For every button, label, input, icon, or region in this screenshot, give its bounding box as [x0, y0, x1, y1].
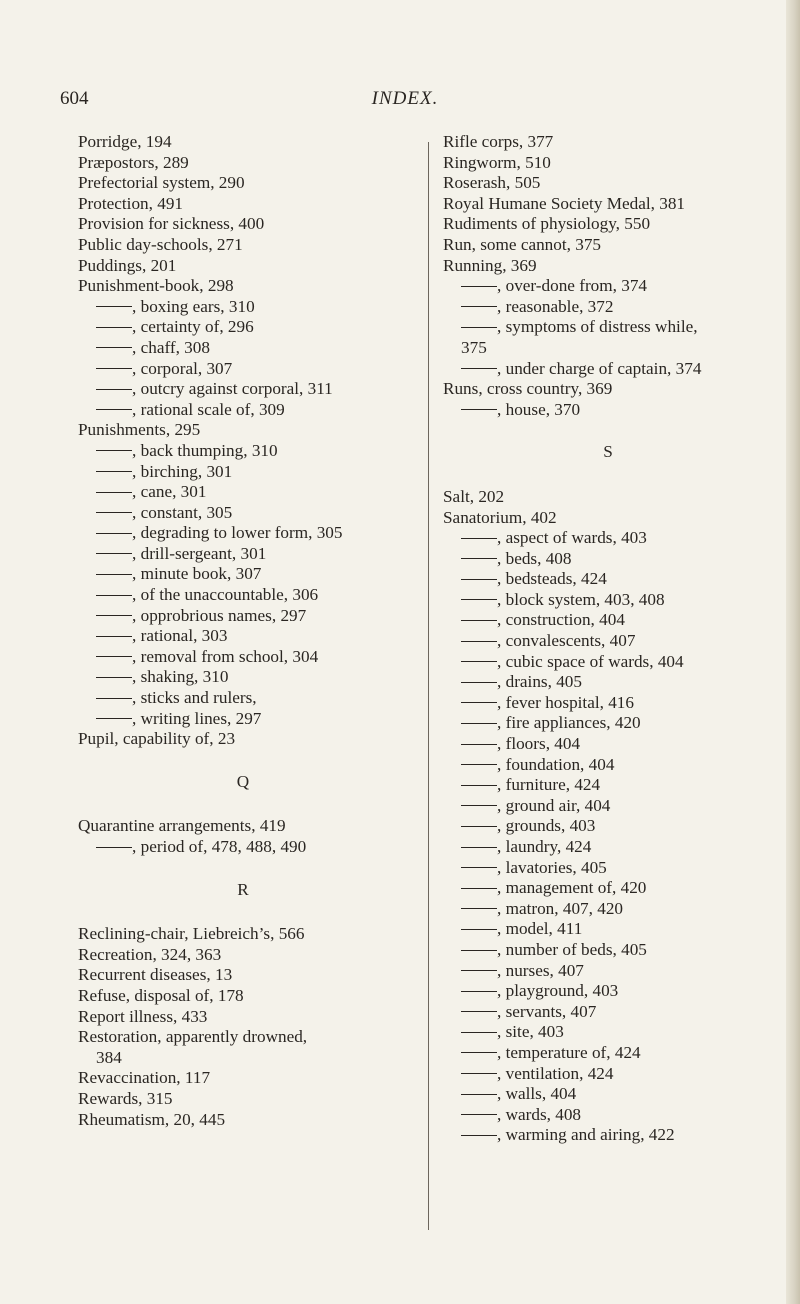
index-subentry-text: , bedsteads, 424	[497, 569, 607, 589]
page-edge-shadow	[786, 0, 800, 1304]
ditto-dash	[96, 615, 132, 616]
index-subentry	[443, 1002, 773, 1023]
ditto-dash	[461, 1094, 497, 1095]
index-entry: Reclining-chair, Liebreich’s, 566	[78, 924, 305, 944]
index-subentry-text: , grounds, 403	[497, 816, 596, 836]
ditto-dash	[96, 347, 132, 348]
running-title: INDEX.	[371, 88, 439, 109]
index-subentry-text: , reasonable, 372	[497, 296, 614, 316]
index-subentry	[443, 919, 773, 940]
index-subentry-text: , floors, 404	[497, 734, 581, 754]
index-entry: Public day-schools, 271	[78, 234, 243, 254]
index-entry: Rewards, 315	[78, 1088, 173, 1108]
index-subentry	[78, 338, 408, 359]
index-subentry-text: , ground air, 404	[497, 795, 611, 815]
index-subentry	[443, 1043, 773, 1064]
index-subentry	[443, 549, 773, 570]
ditto-dash	[461, 368, 497, 369]
ditto-dash	[96, 409, 132, 410]
ditto-dash	[461, 888, 497, 889]
index-subentry	[443, 652, 773, 673]
index-entry: Recreation, 324, 363	[78, 944, 222, 964]
index-subentry-text: , management of, 420	[497, 878, 647, 898]
index-subentry-text: , construction, 404	[497, 610, 625, 630]
index-subentry	[443, 1064, 773, 1085]
index-subentry-text: , minute book, 307	[132, 564, 262, 584]
ditto-dash	[96, 471, 132, 472]
index-subentry	[443, 755, 773, 776]
index-subentry	[443, 528, 773, 549]
index-subentry-text: , birching, 301	[132, 461, 233, 481]
index-subentry	[443, 693, 773, 714]
index-subentry-text: , convalescents, 407	[497, 631, 636, 651]
index-entry: Run, some cannot, 375	[443, 234, 602, 254]
index-subentry	[78, 564, 408, 585]
ditto-dash	[461, 620, 497, 621]
index-entry: Roserash, 505	[443, 173, 541, 193]
ditto-dash	[461, 661, 497, 662]
ditto-dash	[461, 1032, 497, 1033]
ditto-dash	[461, 970, 497, 971]
index-entry: Provision for sickness, 400	[78, 214, 265, 234]
ditto-dash	[461, 805, 497, 806]
index-entry: Porridge, 194	[78, 132, 172, 151]
index-subentry-text: , symptoms of distress while,	[497, 317, 698, 337]
index-subentry	[78, 503, 408, 524]
index-subentry	[443, 775, 773, 796]
ditto-dash	[461, 306, 497, 307]
index-entry: Præpostors, 289	[78, 152, 189, 172]
index-subentry	[78, 606, 408, 627]
page-header	[60, 88, 750, 118]
index-subentry-text: , matron, 407, 420	[497, 898, 624, 918]
index-entry: Rheumatism, 20, 445	[78, 1109, 226, 1129]
ditto-dash	[461, 723, 497, 724]
ditto-dash	[96, 636, 132, 637]
index-subentry	[78, 400, 408, 421]
page-number: 604	[60, 88, 89, 109]
index-entry: Protection, 491	[78, 193, 184, 213]
index-subentry	[78, 359, 408, 380]
index-subentry	[443, 899, 773, 920]
ditto-dash	[96, 553, 132, 554]
index-entry: Salt, 202	[443, 486, 505, 506]
ditto-dash	[461, 908, 497, 909]
index-subentry	[78, 379, 408, 400]
index-subentry-text: , warming and airing, 422	[497, 1125, 675, 1145]
ditto-dash	[461, 641, 497, 642]
index-subentry-text: , beds, 408	[497, 548, 572, 568]
index-subentry	[78, 688, 408, 709]
ditto-dash	[96, 389, 132, 390]
index-subentry-text: , of the unaccountable, 306	[132, 585, 319, 605]
index-subentry	[443, 796, 773, 817]
ditto-dash	[461, 1114, 497, 1115]
index-entry: Revaccination, 117	[78, 1068, 211, 1088]
index-subentry	[443, 317, 773, 338]
index-entry: Restoration, apparently drowned,	[78, 1027, 308, 1047]
index-subentry-text: , chaff, 308	[132, 337, 210, 357]
index-entry: Punishments, 295	[78, 420, 201, 440]
index-column-right	[443, 132, 773, 1146]
ditto-dash	[461, 558, 497, 559]
index-entry: Ringworm, 510	[443, 152, 551, 172]
index-entry: Refuse, disposal of, 178	[78, 985, 244, 1005]
ditto-dash	[461, 409, 497, 410]
index-subentry	[443, 878, 773, 899]
index-subentry-text: , shaking, 310	[132, 667, 229, 687]
index-subentry-text: , foundation, 404	[497, 754, 615, 774]
index-subentry-text: , ventilation, 424	[497, 1063, 614, 1083]
ditto-dash	[461, 991, 497, 992]
index-subentry	[78, 482, 408, 503]
index-subentry-text: , removal from school, 304	[132, 646, 319, 666]
index-subentry-text: , wards, 408	[497, 1104, 582, 1124]
index-subentry-text: , fever hospital, 416	[497, 692, 634, 712]
ditto-dash	[96, 574, 132, 575]
ditto-dash	[461, 847, 497, 848]
index-subentry-text: , furniture, 424	[497, 775, 601, 795]
index-entry: Recurrent diseases, 13	[78, 965, 233, 985]
index-subentry	[78, 317, 408, 338]
index-entry: Rifle corps, 377	[443, 132, 554, 151]
ditto-dash	[96, 656, 132, 657]
index-subentry	[443, 1125, 773, 1146]
index-subentry-text: , cane, 301	[132, 482, 207, 502]
ditto-dash	[461, 579, 497, 580]
index-subentry	[443, 359, 773, 380]
column-divider	[428, 142, 429, 1230]
index-subentry	[78, 667, 408, 688]
index-subentry-text: , constant, 305	[132, 502, 233, 522]
index-subentry-text: , writing lines, 297	[132, 708, 262, 728]
ditto-dash	[461, 1073, 497, 1074]
index-subentry-text: , block system, 403, 408	[497, 589, 665, 609]
ditto-dash	[96, 306, 132, 307]
index-subentry	[443, 1084, 773, 1105]
index-subentry-text: , drains, 405	[497, 672, 582, 692]
ditto-dash	[461, 826, 497, 827]
ditto-dash	[461, 744, 497, 745]
ditto-dash	[461, 327, 497, 328]
index-subentry-text: , site, 403	[497, 1022, 564, 1042]
index-entry: Quarantine arrangements, 419	[78, 816, 286, 836]
index-entry: Royal Humane Society Medal, 381	[443, 193, 686, 213]
index-subentry-text: , temperature of, 424	[497, 1042, 641, 1062]
index-subentry	[78, 709, 408, 730]
index-subentry-text: , number of beds, 405	[497, 939, 647, 959]
index-entry: Report illness, 433	[78, 1006, 208, 1026]
ditto-dash	[461, 929, 497, 930]
index-subentry-text: , under charge of captain, 374	[497, 358, 702, 378]
index-subentry-text: , boxing ears, 310	[132, 296, 255, 316]
index-subentry-text: , outcry against corporal, 311	[132, 379, 333, 399]
index-subentry-text: , drill-sergeant, 301	[132, 543, 267, 563]
ditto-dash	[461, 538, 497, 539]
index-subentry	[443, 400, 773, 421]
index-subentry-text: , house, 370	[497, 399, 581, 419]
index-subentry	[443, 961, 773, 982]
ditto-dash	[461, 867, 497, 868]
index-entry: Runs, cross country, 369	[443, 379, 613, 399]
index-subentry	[443, 837, 773, 858]
index-subentry	[443, 276, 773, 297]
ditto-dash	[96, 512, 132, 513]
ditto-dash	[461, 286, 497, 287]
index-subentry-text: , certainty of, 296	[132, 317, 254, 337]
ditto-dash	[96, 718, 132, 719]
ditto-dash	[461, 682, 497, 683]
index-subentry-text: , period of, 478, 488, 490	[132, 837, 307, 856]
index-subentry	[443, 1022, 773, 1043]
index-subentry-text: , rational, 303	[132, 626, 228, 646]
index-subentry-text: , over-done from, 374	[497, 276, 648, 296]
ditto-dash	[96, 847, 132, 848]
ditto-dash	[461, 599, 497, 600]
index-subentry	[78, 523, 408, 544]
index-subentry	[443, 816, 773, 837]
ditto-dash	[461, 1011, 497, 1012]
ditto-dash	[461, 1052, 497, 1053]
index-subentry-text: , lavatories, 405	[497, 857, 607, 877]
index-entry: Sanatorium, 402	[443, 507, 557, 527]
index-subentry	[443, 981, 773, 1002]
index-subentry	[78, 626, 408, 647]
index-subentry	[443, 672, 773, 693]
index-entry-continuation: 375	[461, 337, 487, 357]
index-subentry	[443, 940, 773, 961]
ditto-dash	[461, 1135, 497, 1136]
index-subentry	[78, 462, 408, 483]
index-column-left	[78, 132, 408, 1130]
index-subentry-text: , playground, 403	[497, 981, 619, 1001]
section-letter: R	[237, 879, 249, 899]
index-entry: Pupil, capability of, 23	[78, 729, 236, 749]
index-entry: Punishment-book, 298	[78, 276, 234, 296]
index-subentry	[443, 858, 773, 879]
index-subentry	[443, 713, 773, 734]
index-subentry-text: , cubic space of wards, 404	[497, 651, 684, 671]
index-subentry-text: , rational scale of, 309	[132, 399, 285, 419]
index-entry: Rudiments of physiology, 550	[443, 214, 651, 234]
ditto-dash	[96, 698, 132, 699]
ditto-dash	[96, 595, 132, 596]
index-subentry	[443, 569, 773, 590]
index-subentry-text: , opprobrious names, 297	[132, 605, 307, 625]
index-subentry	[443, 734, 773, 755]
section-letter: Q	[236, 771, 250, 791]
index-subentry	[78, 297, 408, 318]
index-subentry-text: , corporal, 307	[132, 358, 233, 378]
index-subentry-text: , sticks and rulers,	[132, 688, 257, 708]
index-subentry	[78, 585, 408, 606]
index-subentry	[78, 544, 408, 565]
ditto-dash	[461, 764, 497, 765]
index-subentry	[78, 837, 408, 858]
index-subentry-text: , back thumping, 310	[132, 440, 278, 460]
index-subentry	[443, 297, 773, 318]
ditto-dash	[461, 785, 497, 786]
ditto-dash	[96, 450, 132, 451]
ditto-dash	[96, 327, 132, 328]
index-subentry-text: , model, 411	[497, 919, 583, 939]
index-subentry-text: , laundry, 424	[497, 837, 592, 856]
section-letter: S	[603, 442, 613, 462]
ditto-dash	[96, 533, 132, 534]
index-subentry	[443, 1105, 773, 1126]
index-subentry	[443, 610, 773, 631]
ditto-dash	[96, 492, 132, 493]
index-entry-continuation: 384	[96, 1047, 122, 1067]
index-subentry	[443, 590, 773, 611]
ditto-dash	[96, 368, 132, 369]
index-entry: Running, 369	[443, 255, 537, 275]
index-subentry-text: , walls, 404	[497, 1084, 577, 1104]
index-subentry	[78, 441, 408, 462]
index-subentry-text: , nurses, 407	[497, 960, 584, 980]
ditto-dash	[461, 950, 497, 951]
ditto-dash	[96, 677, 132, 678]
index-subentry-text: , servants, 407	[497, 1001, 597, 1021]
index-entry: Prefectorial system, 290	[78, 173, 245, 193]
index-entry: Puddings, 201	[78, 255, 177, 275]
index-subentry-text: , degrading to lower form, 305	[132, 523, 343, 543]
index-subentry	[78, 647, 408, 668]
index-subentry	[443, 631, 773, 652]
index-subentry-text: , fire appliances, 420	[497, 713, 641, 733]
index-subentry-text: , aspect of wards, 403	[497, 528, 647, 548]
ditto-dash	[461, 702, 497, 703]
